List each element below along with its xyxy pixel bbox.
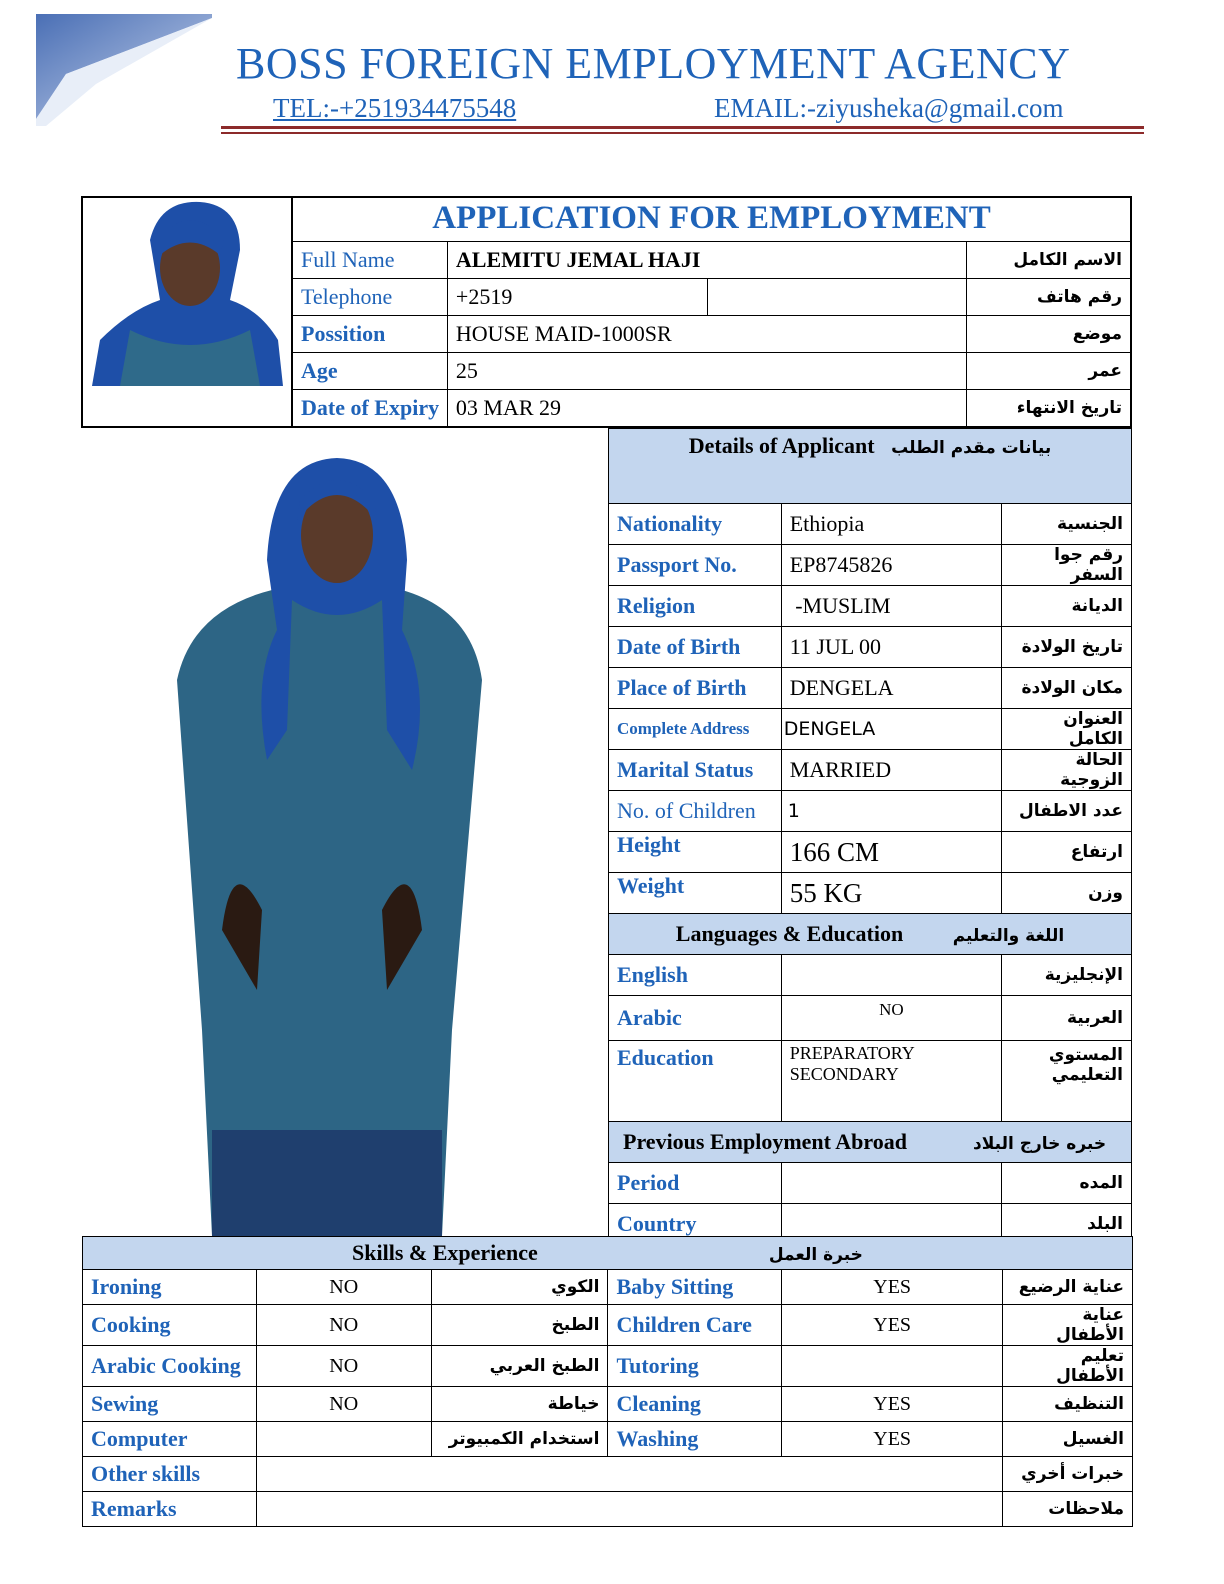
skill-cleaning-label: Cleaning (608, 1387, 782, 1422)
remarks-label: Remarks (83, 1492, 257, 1527)
telephone-value: +2519 (447, 279, 707, 316)
remarks-arabic: ملاحظات (1003, 1492, 1133, 1527)
telephone-extra-cell (707, 279, 967, 316)
education-value-line2: SECONDARY (789, 1064, 899, 1084)
form-title: APPLICATION FOR EMPLOYMENT (432, 200, 991, 236)
table-row (83, 1492, 1133, 1527)
table-row (609, 545, 1132, 586)
age-label: Age (293, 353, 448, 390)
other-skills-arabic: خبرات أخري (1003, 1457, 1133, 1492)
table-row (293, 316, 1131, 353)
weight-label: Weight (609, 873, 782, 914)
skill-tutoring-arabic: تعليم الأطفال (1003, 1346, 1133, 1387)
skill-babysitting-arabic: عناية الرضيع (1003, 1270, 1133, 1305)
full-name-value: ALEMITU JEMAL HAJI (447, 242, 966, 279)
height-label: Height (609, 832, 782, 873)
table-row (83, 1422, 1133, 1457)
other-skills-value (256, 1457, 1002, 1492)
skills-title: Skills & Experience (352, 1240, 538, 1265)
passport-label: Passport No. (609, 545, 782, 586)
languages-title: Languages & Education (675, 921, 904, 946)
skills-header-row (83, 1237, 1133, 1270)
skill-tutoring-value (782, 1346, 1003, 1387)
passport-value: EP8745826 (781, 545, 1002, 586)
position-value: HOUSE MAID-1000SR (447, 316, 966, 353)
dob-value: 11 JUL 00 (781, 627, 1002, 668)
pob-arabic: مكان الولادة (1002, 668, 1132, 709)
age-value: 25 (447, 353, 966, 390)
table-row (609, 586, 1132, 627)
table-row (609, 750, 1132, 791)
weight-arabic: وزن (1002, 873, 1132, 914)
period-label: Period (609, 1163, 782, 1204)
full-name-label: Full Name (293, 242, 448, 279)
header-rule (221, 126, 1144, 129)
table-row (609, 709, 1132, 750)
pob-label: Place of Birth (609, 668, 782, 709)
skill-computer-value (256, 1422, 431, 1457)
skill-arabic-cooking-value: NO (256, 1346, 431, 1387)
skill-washing-label: Washing (608, 1422, 782, 1457)
pob-value: DENGELA (781, 668, 1002, 709)
table-row (83, 1387, 1133, 1422)
expiry-arabic: تاريخ الانتهاء (967, 390, 1131, 427)
english-label: English (609, 955, 782, 996)
header-rule-thin (221, 132, 1144, 134)
country-arabic: البلد (1002, 1204, 1132, 1245)
skills-header (83, 1237, 1133, 1270)
details-title-arabic: بيانات مقدم الطلب (891, 438, 1052, 458)
skills-table (82, 1236, 1133, 1527)
english-value (781, 955, 1002, 996)
languages-title-arabic: اللغة والتعليم (952, 926, 1065, 946)
skill-babysitting-value: YES (782, 1270, 1003, 1305)
applicant-details-table (608, 428, 1132, 1245)
skill-childcare-arabic: عناية الأطفال (1003, 1305, 1133, 1346)
height-value: 166 CM (781, 832, 1002, 873)
skill-sewing-value: NO (256, 1387, 431, 1422)
table-row (293, 353, 1131, 390)
skill-arabic-cooking-label: Arabic Cooking (83, 1346, 257, 1387)
arabic-arabic: العربية (1002, 996, 1132, 1041)
skill-tutoring-label: Tutoring (608, 1346, 782, 1387)
religion-arabic: الديانة (1002, 586, 1132, 627)
table-row (293, 390, 1131, 427)
other-skills-label: Other skills (83, 1457, 257, 1492)
skill-cleaning-arabic: التنظيف (1003, 1387, 1133, 1422)
arabic-label: Arabic (609, 996, 782, 1041)
skill-sewing-label: Sewing (83, 1387, 257, 1422)
skill-arabic-cooking-arabic: الطبخ العربي (431, 1346, 608, 1387)
address-arabic: العنوان الكامل (1002, 709, 1132, 750)
table-row (609, 791, 1132, 832)
position-label: Possition (293, 316, 448, 353)
remarks-value (256, 1492, 1002, 1527)
agency-name: BOSS FOREIGN EMPLOYMENT AGENCY (236, 39, 1071, 88)
details-title: Details of Applicant (688, 433, 875, 458)
expiry-value: 03 MAR 29 (447, 390, 966, 427)
skill-washing-arabic: الغسيل (1003, 1422, 1133, 1457)
agency-telephone[interactable]: TEL:-+251934475548 (273, 93, 517, 123)
table-row (609, 627, 1132, 668)
country-label: Country (609, 1204, 782, 1245)
skills-title-arabic: خبرة العمل (768, 1245, 863, 1265)
applicant-full-photo (82, 430, 606, 1236)
previous-header (609, 1122, 1132, 1163)
nationality-label: Nationality (609, 504, 782, 545)
agency-email: EMAIL:-ziyusheka@gmail.com (714, 93, 1064, 123)
skill-washing-value: YES (782, 1422, 1003, 1457)
table-row (609, 873, 1132, 914)
religion-label: Religion (609, 586, 782, 627)
expiry-label: Date of Expiry (293, 390, 448, 427)
table-row (83, 1346, 1133, 1387)
skill-sewing-arabic: خياطة (431, 1387, 608, 1422)
education-arabic (1002, 1041, 1132, 1122)
education-value (781, 1041, 1002, 1122)
table-row (609, 1041, 1132, 1122)
marital-value: MARRIED (781, 750, 1002, 791)
religion-value: -MUSLIM (781, 586, 1002, 627)
languages-header (609, 914, 1132, 955)
education-arabic-line2: التعليمي (1051, 1065, 1123, 1085)
nationality-arabic: الجنسية (1002, 504, 1132, 545)
position-arabic: موضع (967, 316, 1131, 353)
skill-cooking-arabic: الطبخ (431, 1305, 608, 1346)
telephone-label: Telephone (293, 279, 448, 316)
arabic-value: NO (781, 996, 1002, 1041)
skill-cleaning-value: YES (782, 1387, 1003, 1422)
full-name-arabic: الاسم الكامل (967, 242, 1131, 279)
period-arabic: المده (1002, 1163, 1132, 1204)
table-row (609, 668, 1132, 709)
skill-cooking-label: Cooking (83, 1305, 257, 1346)
table-row (83, 1305, 1133, 1346)
skill-ironing-label: Ironing (83, 1270, 257, 1305)
skill-cooking-value: NO (256, 1305, 431, 1346)
personal-info-table (292, 241, 1131, 427)
skill-babysitting-label: Baby Sitting (608, 1270, 782, 1305)
table-row (609, 832, 1132, 873)
marital-arabic: الحالة الزوجية (1002, 750, 1132, 791)
table-row (609, 955, 1132, 996)
marital-label: Marital Status (609, 750, 782, 791)
skill-ironing-value: NO (256, 1270, 431, 1305)
education-label: Education (609, 1041, 782, 1122)
table-row (293, 242, 1131, 279)
weight-value: 55 KG (781, 873, 1002, 914)
previous-title-arabic: خبره خارج البلاد (973, 1134, 1107, 1154)
table-row (83, 1270, 1133, 1305)
dob-arabic: تاريخ الولادة (1002, 627, 1132, 668)
height-arabic: ارتفاع (1002, 832, 1132, 873)
skill-computer-label: Computer (83, 1422, 257, 1457)
skill-childcare-label: Children Care (608, 1305, 782, 1346)
dob-label: Date of Birth (609, 627, 782, 668)
passport-arabic: رقم جوا السفر (1002, 545, 1132, 586)
skill-childcare-value: YES (782, 1305, 1003, 1346)
languages-header-row (609, 914, 1132, 955)
period-value (781, 1163, 1002, 1204)
address-value: DENGELA (781, 709, 1002, 750)
table-row (609, 504, 1132, 545)
table-row (83, 1457, 1133, 1492)
age-arabic: عمر (967, 353, 1131, 390)
nationality-value: Ethiopia (781, 504, 1002, 545)
children-value: 1 (781, 791, 1002, 832)
applicant-portrait-photo (90, 200, 283, 386)
skill-computer-arabic: استخدام الكمبيوتر (431, 1422, 608, 1457)
english-arabic: الإنجليزية (1002, 955, 1132, 996)
details-header (609, 429, 1132, 504)
children-label: No. of Children (609, 791, 782, 832)
table-row (293, 279, 1131, 316)
children-arabic: عدد الاطفال (1002, 791, 1132, 832)
previous-title: Previous Employment Abroad (623, 1129, 907, 1154)
skill-ironing-arabic: الكوي (431, 1270, 608, 1305)
previous-header-row (609, 1122, 1132, 1163)
table-row (609, 1163, 1132, 1204)
education-arabic-line1: المستوي (1048, 1045, 1123, 1065)
address-label: Complete Address (609, 709, 782, 750)
agency-logo (36, 14, 212, 126)
details-header-row (609, 429, 1132, 504)
telephone-arabic: رقم هاتف (967, 279, 1131, 316)
education-value-line1: PREPARATORY (789, 1043, 915, 1063)
table-row (609, 996, 1132, 1041)
